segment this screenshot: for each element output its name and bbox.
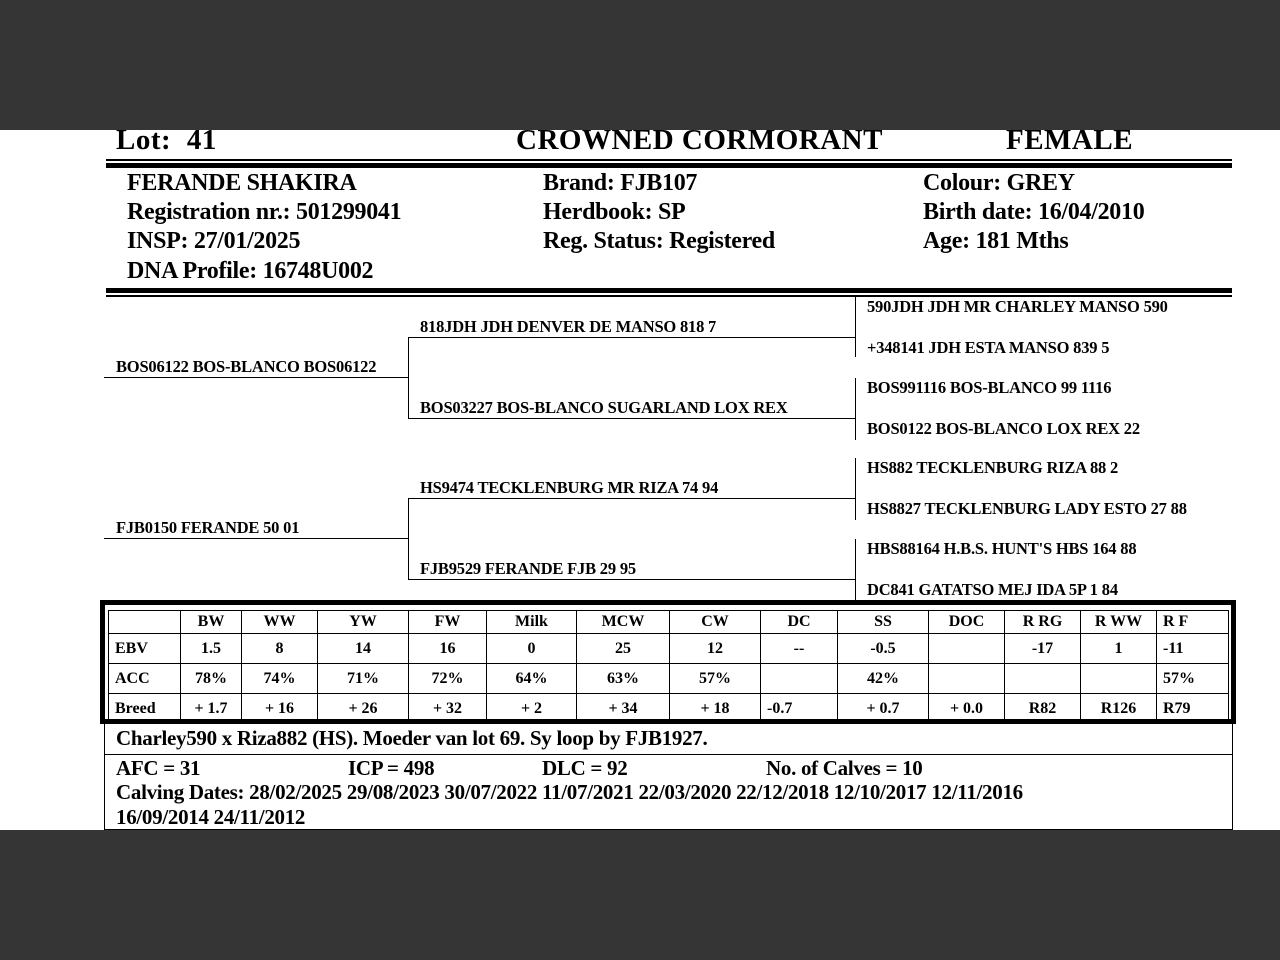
sex-label: FEMALE (1006, 130, 1134, 156)
breed-cell: + 32 (409, 694, 487, 724)
acc-row (109, 664, 1229, 694)
breeder-name: CROWNED CORMORANT (516, 130, 883, 156)
ebv-col-header: Milk (487, 611, 577, 634)
acc-cell: 63% (577, 664, 670, 694)
ebv-col-header: FW (409, 611, 487, 634)
ebv-cell: 16 (409, 634, 487, 664)
ebv-col-header: R F (1157, 611, 1229, 634)
acc-cell: 72% (409, 664, 487, 694)
lot-number: 41 (186, 130, 217, 156)
registration-status: Reg. Status: Registered (543, 228, 775, 254)
breed-cell: + 0.0 (929, 694, 1005, 724)
acc-cell: 74% (242, 664, 318, 694)
ebv-cell: 14 (318, 634, 409, 664)
ebv-cell: 1.5 (181, 634, 242, 664)
age: Age: 181 Mths (923, 228, 1069, 254)
ebv-cell (929, 634, 1005, 664)
ebv-table (108, 610, 1229, 724)
acc-cell (1081, 664, 1157, 694)
ebv-cell: 1 (1081, 634, 1157, 664)
ebv-cell: -- (761, 634, 838, 664)
header-rule-thick (106, 163, 1232, 168)
pedigree-ggp-1: 590JDH JDH MR CHARLEY MANSO 590 (867, 297, 1168, 316)
dlc: DLC = 92 (542, 756, 628, 780)
pedigree-dam-dam: FJB9529 FERANDE FJB 29 95 (420, 559, 636, 578)
breed-row (109, 694, 1229, 724)
ebv-col-header: CW (670, 611, 761, 634)
ebv-cell: -0.5 (838, 634, 929, 664)
ebv-col-header: YW (318, 611, 409, 634)
acc-cell (761, 664, 838, 694)
ebv-header-row (109, 611, 1229, 634)
ebv-col-header: MCW (577, 611, 670, 634)
breed-cell: + 34 (577, 694, 670, 724)
ebv-row-label: EBV (109, 634, 181, 664)
breed-row-label: Breed (109, 694, 181, 724)
pedigree-ggp-8: DC841 GATATSO MEJ IDA 5P 1 84 (867, 580, 1118, 599)
breed-cell: + 16 (242, 694, 318, 724)
lot-label: Lot: (116, 130, 172, 156)
calving-dates-line-2: 16/09/2014 24/11/2012 (116, 805, 306, 829)
breed-cell: -0.7 (761, 694, 838, 724)
pedigree-ggp-3: BOS991116 BOS-BLANCO 99 1116 (867, 378, 1112, 397)
breed-cell: R79 (1157, 694, 1229, 724)
ebv-col-header: WW (242, 611, 318, 634)
number-of-calves: No. of Calves = 10 (766, 756, 923, 780)
breed-cell: R82 (1005, 694, 1081, 724)
birth-date: Birth date: 16/04/2010 (923, 199, 1145, 225)
pedigree-ggp-5: HS882 TECKLENBURG RIZA 88 2 (867, 458, 1119, 477)
sale-catalogue-sheet (0, 130, 1280, 830)
acc-cell: 42% (838, 664, 929, 694)
ebv-cell: 12 (670, 634, 761, 664)
lot-heading (116, 130, 217, 157)
ebv-col-header: DOC (929, 611, 1005, 634)
ebv-col-header: DC (761, 611, 838, 634)
ebv-cell: -11 (1157, 634, 1229, 664)
header-rule-thin (106, 159, 1232, 161)
pedigree-sire: BOS06122 BOS-BLANCO BOS06122 (116, 357, 377, 376)
ebv-row (109, 634, 1229, 664)
pedigree-dam-sire: HS9474 TECKLENBURG MR RIZA 74 94 (420, 478, 719, 497)
acc-cell (1005, 664, 1081, 694)
remark-text: Charley590 x Riza882 (HS). Moeder van lot 69. Sy loop by FJB1927. (116, 726, 708, 750)
afc: AFC = 31 (116, 756, 201, 780)
breed-cell: + 26 (318, 694, 409, 724)
animal-name: FERANDE SHAKIRA (127, 170, 357, 196)
acc-cell (929, 664, 1005, 694)
colour: Colour: GREY (923, 170, 1075, 196)
dna-profile: DNA Profile: 16748U002 (127, 258, 374, 284)
breed-cell: + 0.7 (838, 694, 929, 724)
pedigree-sire-sire: 818JDH JDH DENVER DE MANSO 818 7 (420, 317, 717, 336)
ebv-col-header (109, 611, 181, 634)
pedigree-ggp-2: +348141 JDH ESTA MANSO 839 5 (867, 338, 1110, 357)
ebv-col-header: SS (838, 611, 929, 634)
ebv-cell: 8 (242, 634, 318, 664)
ebv-col-header: R RG (1005, 611, 1081, 634)
breed-cell: + 18 (670, 694, 761, 724)
acc-cell: 71% (318, 664, 409, 694)
pedigree-sire-dam: BOS03227 BOS-BLANCO SUGARLAND LOX REX (420, 398, 788, 417)
brand: Brand: FJB107 (543, 170, 698, 196)
ebv-cell: 0 (487, 634, 577, 664)
inspection-date: INSP: 27/01/2025 (127, 228, 301, 254)
notes-divider (104, 754, 1233, 755)
icp: ICP = 498 (348, 756, 435, 780)
breed-cell: + 2 (487, 694, 577, 724)
pedigree-dam: FJB0150 FERANDE 50 01 (116, 518, 300, 537)
acc-row-label: ACC (109, 664, 181, 694)
pedigree-ggp-6: HS8827 TECKLENBURG LADY ESTO 27 88 (867, 499, 1187, 518)
breed-cell: R126 (1081, 694, 1157, 724)
acc-cell: 57% (1157, 664, 1229, 694)
ebv-cell: 25 (577, 634, 670, 664)
acc-cell: 78% (181, 664, 242, 694)
registration-number: Registration nr.: 501299041 (127, 199, 402, 225)
info-rule-thick (106, 288, 1232, 293)
ebv-col-header: R WW (1081, 611, 1157, 634)
ebv-col-header: BW (181, 611, 242, 634)
pedigree-ggp-4: BOS0122 BOS-BLANCO LOX REX 22 (867, 419, 1140, 438)
calving-dates-line-1: Calving Dates: 28/02/2025 29/08/2023 30/07/2022 11/07/2021 22/03/2020 22/12/2018 12/10/2017 12/11/2016 (116, 780, 1023, 804)
herdbook: Herdbook: SP (543, 199, 686, 225)
pedigree-ggp-7: HBS88164 H.B.S. HUNT'S HBS 164 88 (867, 539, 1137, 558)
ebv-cell: -17 (1005, 634, 1081, 664)
acc-cell: 64% (487, 664, 577, 694)
breed-cell: + 1.7 (181, 694, 242, 724)
acc-cell: 57% (670, 664, 761, 694)
